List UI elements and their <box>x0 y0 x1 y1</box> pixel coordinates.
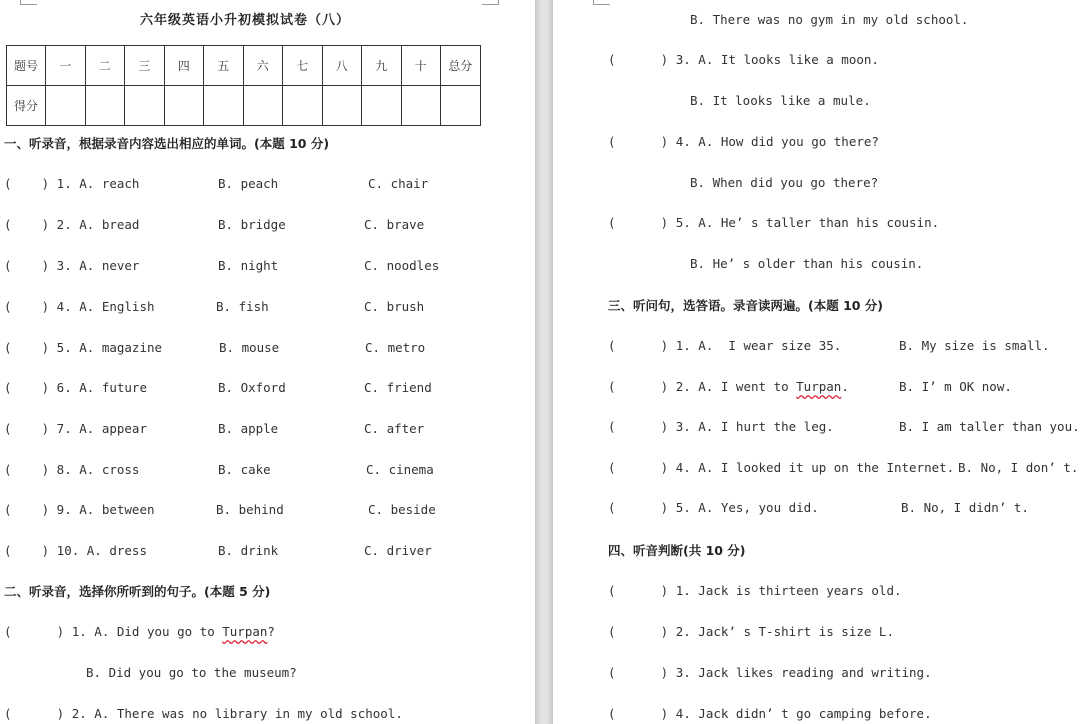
question-item: ( ) 1. A. I wear size 35. <box>608 338 842 353</box>
option-c: C. beside <box>368 502 436 517</box>
option-b: B. My size is small. <box>899 338 1050 353</box>
option-b: B. I’ m OK now. <box>899 379 1012 394</box>
score-table-cell: 总分 <box>441 46 481 86</box>
score-table-cell: 三 <box>125 46 165 86</box>
question-item: ( ) 5. A. Yes, you did. <box>608 500 819 515</box>
option-b: B. drink <box>218 543 279 558</box>
option-b: B. Did you go to the museum? <box>86 665 297 680</box>
question-text: ? <box>267 624 275 639</box>
question-item: ( ) 1. Jack is thirteen years old. <box>608 583 902 598</box>
spellcheck-underlined-word: Turpan <box>222 624 268 639</box>
page-corner-mark <box>20 0 37 5</box>
option-b: B. No, I don’ t. <box>958 460 1079 475</box>
score-input-cell[interactable] <box>46 86 86 126</box>
option-b: B. I am taller than you. <box>899 419 1080 434</box>
question-item <box>608 379 849 394</box>
page-corner-mark <box>593 0 610 5</box>
question-item: ( ) 4. A. How did you go there? <box>608 134 879 149</box>
score-table-cell: 一 <box>46 46 86 86</box>
question-item: ( ) 5. A. He’ s taller than his cousin. <box>608 215 940 230</box>
question-item: ( ) 4. A. English <box>4 299 155 314</box>
option-c: C. chair <box>368 176 429 191</box>
exam-title: 六年级英语小升初模拟试卷（八） <box>140 13 351 28</box>
score-input-cell[interactable] <box>322 86 362 126</box>
score-table-score-row <box>7 86 481 126</box>
score-input-cell[interactable] <box>283 86 323 126</box>
question-item: ( ) 4. Jack didn’ t go camping before. <box>608 706 932 721</box>
score-table-cell: 得分 <box>7 86 46 126</box>
option-c: C. cinema <box>366 462 434 477</box>
option-b: B. It looks like a mule. <box>690 93 871 108</box>
option-b: B. Oxford <box>218 380 286 395</box>
question-item: ( ) 4. A. I looked it up on the Internet. <box>608 460 955 475</box>
left-page <box>0 0 535 724</box>
score-input-cell[interactable] <box>125 86 165 126</box>
score-table-cell: 七 <box>283 46 323 86</box>
score-table-header-row <box>7 46 481 86</box>
score-input-cell[interactable] <box>164 86 204 126</box>
option-b: B. fish <box>216 299 269 314</box>
option-b: B. He’ s older than his cousin. <box>690 256 924 271</box>
section-3-heading: 三、听问句，选答语。录音读两遍。(本题 10 分) <box>608 298 884 313</box>
question-item: ( ) 1. A. reach <box>4 176 140 191</box>
score-table-cell: 五 <box>204 46 244 86</box>
option-c: C. metro <box>365 340 426 355</box>
option-c: C. driver <box>364 543 432 558</box>
option-b: B. cake <box>218 462 271 477</box>
option-c: C. noodles <box>364 258 440 273</box>
option-c: C. brush <box>364 299 425 314</box>
page-corner-mark <box>482 0 499 5</box>
question-text: ( ) 2. A. I went to <box>608 379 797 394</box>
option-b: B. bridge <box>218 217 286 232</box>
score-input-cell[interactable] <box>85 86 125 126</box>
question-item: ( ) 3. A. I hurt the leg. <box>608 419 834 434</box>
question-text: . <box>841 379 849 394</box>
question-item: ( ) 2. Jack’ s T-shirt is size L. <box>608 624 894 639</box>
score-input-cell[interactable] <box>362 86 402 126</box>
question-item: ( ) 3. A. never <box>4 258 140 273</box>
score-table-cell: 六 <box>243 46 283 86</box>
question-item: ( ) 5. A. magazine <box>4 340 163 355</box>
question-item: ( ) 10. A. dress <box>4 543 147 558</box>
score-table-cell: 四 <box>164 46 204 86</box>
score-table-cell: 题号 <box>7 46 46 86</box>
option-b: B. peach <box>218 176 279 191</box>
question-item: ( ) 9. A. between <box>4 502 155 517</box>
question-item: ( ) 7. A. appear <box>4 421 147 436</box>
question-item: ( ) 6. A. future <box>4 380 147 395</box>
option-b: B. No, I didn’ t. <box>901 500 1029 515</box>
option-c: C. after <box>364 421 425 436</box>
score-table-cell: 十 <box>401 46 441 86</box>
option-b: B. night <box>218 258 279 273</box>
section-2-heading: 二、听录音，选择你所听到的句子。(本题 5 分) <box>4 584 271 599</box>
option-b: B. behind <box>216 502 284 517</box>
score-table-cell: 九 <box>362 46 402 86</box>
option-b: B. There was no gym in my old school. <box>690 12 969 27</box>
question-item: ( ) 8. A. cross <box>4 462 140 477</box>
option-c: C. friend <box>364 380 432 395</box>
question-item <box>4 624 275 639</box>
option-c: C. brave <box>364 217 425 232</box>
option-b: B. When did you go there? <box>690 175 879 190</box>
question-item: ( ) 2. A. There was no library in my old school. <box>4 706 403 721</box>
section-4-heading: 四、听音判断(共 10 分) <box>608 543 746 558</box>
page-gutter <box>535 0 553 724</box>
score-input-cell[interactable] <box>441 86 481 126</box>
question-item: ( ) 2. A. bread <box>4 217 140 232</box>
question-text: ( ) 1. A. Did you go to <box>4 624 223 639</box>
score-input-cell[interactable] <box>243 86 283 126</box>
question-item: ( ) 3. Jack likes reading and writing. <box>608 665 932 680</box>
score-table-cell: 八 <box>322 46 362 86</box>
right-page <box>553 0 1080 724</box>
option-b: B. mouse <box>219 340 280 355</box>
score-input-cell[interactable] <box>401 86 441 126</box>
score-table-cell: 二 <box>85 46 125 86</box>
score-input-cell[interactable] <box>204 86 244 126</box>
score-table <box>6 45 481 126</box>
question-item: ( ) 3. A. It looks like a moon. <box>608 52 879 67</box>
option-b: B. apple <box>218 421 279 436</box>
section-1-heading: 一、听录音，根据录音内容选出相应的单词。(本题 10 分) <box>4 136 330 151</box>
spellcheck-underlined-word: Turpan <box>796 379 842 394</box>
